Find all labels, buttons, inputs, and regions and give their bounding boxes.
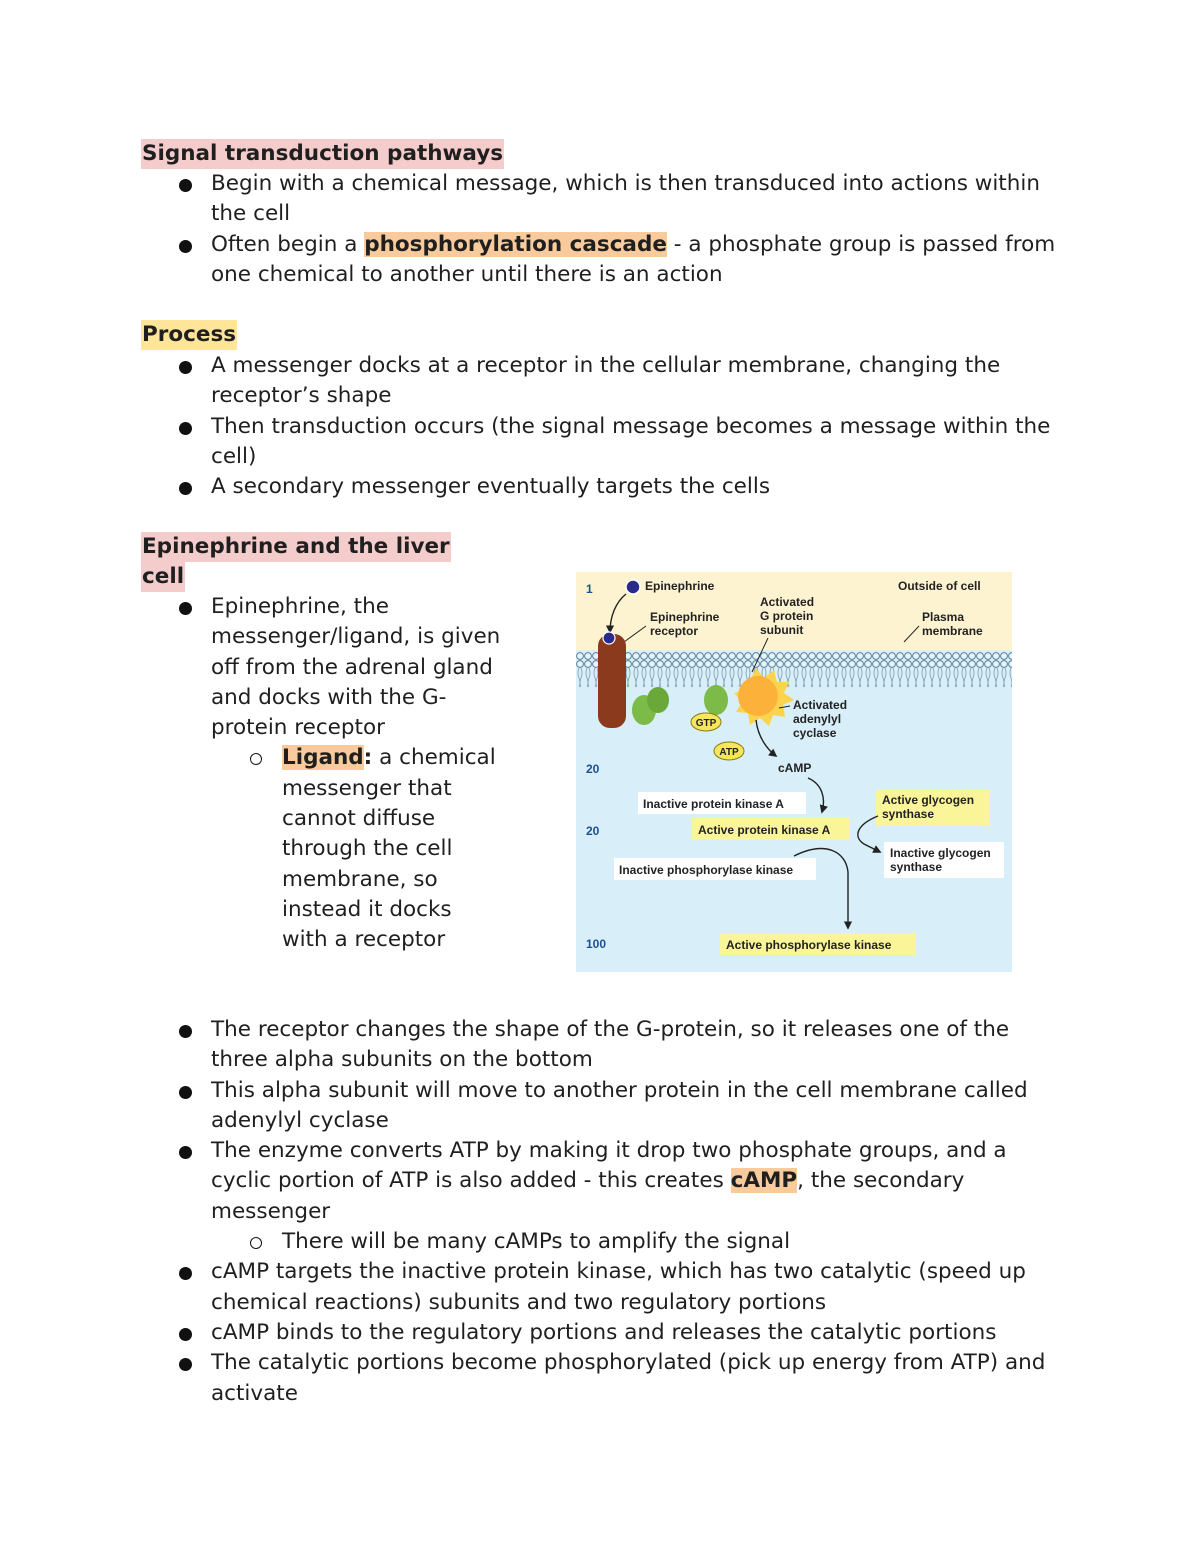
active-pka-label: Active protein kinase A <box>698 823 831 837</box>
highlighted-term-ligand: Ligand <box>282 745 364 771</box>
signal-cascade-figure <box>576 572 1012 972</box>
sublist-item <box>141 1227 1071 1257</box>
section-heading-process: Process <box>141 320 237 350</box>
bullet-text: Epinephrine, the messenger/ligand, is given off from the adrenal gland and docks with the G-protein receptor <box>211 594 501 741</box>
gprotein-label-line2: G protein <box>760 609 814 623</box>
cyclase-label-line1: Activated <box>793 698 848 712</box>
bound-epinephrine-icon <box>603 632 615 644</box>
bullet-text: Begin with a chemical message, which is then transduced into actions within the cell <box>211 171 1040 227</box>
membrane-bilayer <box>576 648 1012 694</box>
list-item <box>141 169 1071 230</box>
bullet-text: a chemical messenger that cannot diffuse through the cell membrane, so instead it docks with a receptor <box>282 745 496 953</box>
active-gs-label-line2: synthase <box>882 807 935 821</box>
gprotein-subunit-b <box>647 687 669 713</box>
list-item <box>141 592 501 956</box>
section3-list-a <box>141 592 501 956</box>
activated-gprotein-subunit <box>704 685 728 715</box>
inactive-phk-label: Inactive phosphorylase kinase <box>619 863 794 877</box>
bullet-text: The enzyme converts ATP by making it drop two phosphate groups, and a cyclic portion of ATP is also added - this creates <box>211 1138 1007 1194</box>
section3-wide-list-block <box>141 1015 1071 1409</box>
bullet-text: - a phosphate group is passed from one chemical to another until there is an action <box>211 231 1056 287</box>
gprotein-label-line1: Activated <box>760 595 815 609</box>
bullet-text: Often begin a <box>211 231 365 257</box>
bullet-text: cAMP binds to the regulatory portions and releases the catalytic portions <box>211 1319 997 1345</box>
atp-label: ATP <box>719 747 739 758</box>
plasma-label-line2: membrane <box>922 624 983 638</box>
step-number-1: 1 <box>586 582 593 596</box>
active-phk-label: Active phosphorylase kinase <box>726 938 892 952</box>
gprotein-label-line3: subunit <box>760 623 804 637</box>
inactive-pka-label: Inactive protein kinase A <box>643 797 784 811</box>
section-heading-epinephrine-line1: Epinephrine and the liver <box>141 532 451 562</box>
bullet-text: Then transduction occurs (the signal message becomes a message within the cell) <box>211 413 1051 469</box>
list-item <box>141 1076 1071 1137</box>
list-item <box>141 1015 1071 1076</box>
list-item <box>141 412 1071 473</box>
list-item <box>141 472 1071 502</box>
list-item <box>141 1136 1071 1257</box>
step-number-20b: 20 <box>586 824 600 838</box>
camp-figure-label: cAMP <box>778 761 812 775</box>
section1-list <box>141 169 1071 290</box>
plasma-label-line1: Plasma <box>922 610 965 624</box>
list-item <box>141 1348 1071 1409</box>
cyclase-label-line3: cyclase <box>793 726 837 740</box>
inactive-gs-label-line1: Inactive glycogen <box>890 846 991 860</box>
bullet-text: This alpha subunit will move to another protein in the cell membrane called adenylyl cyclase <box>211 1077 1028 1133</box>
section3-list-b <box>141 1015 1071 1409</box>
list-item <box>141 1257 1071 1318</box>
bullet-text: The receptor changes the shape of the G-protein, so it releases one of the three alpha subunits on the bottom <box>211 1017 1010 1073</box>
list-item <box>141 351 1071 412</box>
section3-narrow-list-block <box>141 592 501 956</box>
section2-list-block <box>141 351 1071 502</box>
epinephrine-label: Epinephrine <box>645 579 715 593</box>
bullet-text: There will be many cAMPs to amplify the signal <box>282 1229 791 1255</box>
inactive-gs-label-line2: synthase <box>890 860 943 874</box>
receptor-shape <box>598 634 626 728</box>
adenylyl-cyclase-core <box>738 676 778 716</box>
highlighted-term-phosphorylation-cascade: phosphorylation cascade <box>364 231 667 257</box>
epinephrine-molecule-icon <box>626 580 640 594</box>
list-item <box>141 1318 1071 1348</box>
section-heading-signal-transduction: Signal transduction pathways <box>141 139 504 169</box>
gtp-label: GTP <box>695 718 717 729</box>
ligand-colon: : <box>363 745 373 771</box>
receptor-label-line1: Epinephrine <box>650 610 720 624</box>
bullet-text: A secondary messenger eventually targets the cells <box>211 474 771 500</box>
sublist <box>141 743 501 955</box>
bullet-text: cAMP targets the inactive protein kinase, which has two catalytic (speed up chemical reactions) subunits and two regulatory portions <box>211 1259 1026 1315</box>
active-gs-label-line1: Active glycogen <box>882 793 975 807</box>
cyclase-label-line2: adenylyl <box>793 712 842 726</box>
bullet-text: A messenger docks at a receptor in the cellular membrane, changing the receptor’s shape <box>211 353 1001 409</box>
section2-list <box>141 351 1071 502</box>
sublist <box>141 1227 1071 1257</box>
step-number-100: 100 <box>586 937 607 951</box>
sublist-item <box>141 743 501 955</box>
bullet-text: , the secondary messenger <box>211 1168 965 1224</box>
section-heading-epinephrine-line2: cell <box>141 562 185 592</box>
list-item <box>141 230 1071 291</box>
outside-cell-label: Outside of cell <box>898 579 981 593</box>
receptor-label-line2: receptor <box>650 624 699 638</box>
step-number-20a: 20 <box>586 762 600 776</box>
section1-list-block <box>141 169 1071 290</box>
bullet-text: The catalytic portions become phosphorylated (pick up energy from ATP) and activate <box>211 1350 1046 1406</box>
highlighted-term-camp: cAMP <box>730 1168 798 1194</box>
